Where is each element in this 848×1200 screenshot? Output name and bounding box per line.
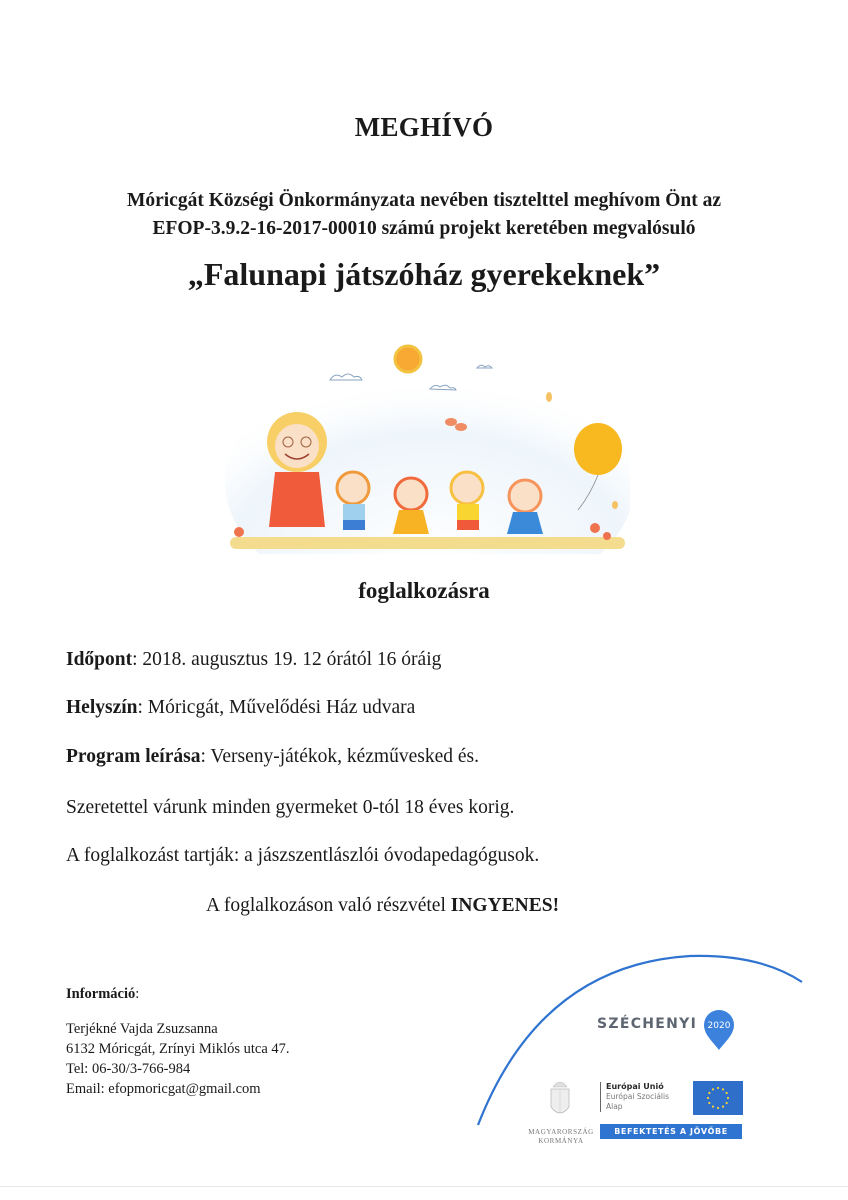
eu-fund-text bbox=[600, 1082, 669, 1112]
place-value: : Móricgát, Művelődési Ház udvara bbox=[137, 697, 416, 718]
ground bbox=[230, 537, 625, 549]
eu-star-icon bbox=[726, 1092, 728, 1094]
szechenyi-year: 2020 bbox=[707, 1021, 731, 1031]
contact-name: Terjékné Vajda Zsuzsanna bbox=[66, 1021, 218, 1037]
eu-star-icon bbox=[707, 1097, 709, 1099]
time-label: Időpont bbox=[66, 649, 133, 670]
sun-icon bbox=[395, 346, 421, 372]
child-2 bbox=[393, 478, 429, 534]
contact-email: Email: efopmoricgat@gmail.com bbox=[66, 1081, 261, 1097]
government-line-2: KORMÁNYA bbox=[538, 1137, 584, 1145]
place-row bbox=[66, 697, 415, 719]
eu-star-icon bbox=[708, 1092, 710, 1094]
eu-star-icon bbox=[717, 1107, 719, 1109]
info-heading bbox=[66, 986, 139, 1003]
szechenyi-logo-text: SZÉCHENYI bbox=[597, 1016, 698, 1032]
government-line-1: MAGYARORSZÁG bbox=[528, 1128, 594, 1136]
eu-line-1: Európai Unió bbox=[606, 1082, 664, 1091]
child-4 bbox=[507, 480, 543, 534]
eu-star-icon bbox=[717, 1087, 719, 1089]
free-emphasis: INGYENES! bbox=[450, 895, 560, 916]
welcome-text: Szeretettel várunk minden gyermeket 0-tól 18 éves korig. bbox=[66, 797, 515, 818]
bottom-divider bbox=[0, 1186, 848, 1187]
time-value: : 2018. augusztus 19. 12 órától 16 óráig bbox=[132, 649, 442, 670]
document-title: MEGHÍVÓ bbox=[354, 112, 494, 142]
eu-star-icon bbox=[712, 1106, 714, 1108]
free-prefix: A foglalkozáson való részvétel bbox=[206, 895, 451, 916]
event-name: „Falunapi játszóház gyerekeknek” bbox=[187, 256, 661, 292]
hosts-text: A foglalkozást tartják: a jászszentlászlói óvodapedagógusok. bbox=[66, 845, 540, 866]
szechenyi-2020-pin-icon bbox=[702, 1008, 736, 1052]
eu-star-icon bbox=[722, 1088, 724, 1090]
government-label bbox=[515, 1128, 607, 1146]
invest-banner: BEFEKTETÉS A JÖVŐBE bbox=[600, 1124, 742, 1139]
contact-phone: Tel: 06-30/3-766-984 bbox=[66, 1061, 191, 1077]
eu-line-3: Alap bbox=[606, 1102, 623, 1111]
eu-star-icon bbox=[712, 1088, 714, 1090]
eu-star-icon bbox=[708, 1102, 710, 1104]
program-row bbox=[66, 746, 479, 768]
time-row bbox=[66, 649, 441, 671]
intro-line-1: Móricgát Községi Önkormányzata nevében tisztelttel meghívom Önt az bbox=[126, 190, 722, 211]
contact-address: 6132 Móricgát, Zrínyi Miklós utca 47. bbox=[66, 1041, 290, 1057]
children-illustration bbox=[225, 332, 630, 554]
eu-flag-icon bbox=[693, 1081, 743, 1115]
eu-line-2: Európai Szociális bbox=[606, 1092, 669, 1101]
intro-line-2: EFOP-3.9.2-16-2017-00010 számú projekt keretében megvalósuló bbox=[152, 218, 696, 239]
program-value: : Verseny-játékok, kézművesked és. bbox=[200, 746, 479, 767]
eu-star-icon bbox=[722, 1106, 724, 1108]
place-label: Helyszín bbox=[66, 697, 138, 718]
eu-star-icon bbox=[727, 1097, 729, 1099]
program-label: Program leírása bbox=[66, 746, 201, 767]
hungarian-crest-icon bbox=[545, 1075, 575, 1125]
subtitle: foglalkozásra bbox=[358, 578, 490, 603]
info-label: Információ bbox=[66, 986, 136, 1002]
info-label-colon: : bbox=[135, 986, 140, 1002]
free-participation-row bbox=[206, 895, 559, 917]
eu-star-icon bbox=[726, 1102, 728, 1104]
